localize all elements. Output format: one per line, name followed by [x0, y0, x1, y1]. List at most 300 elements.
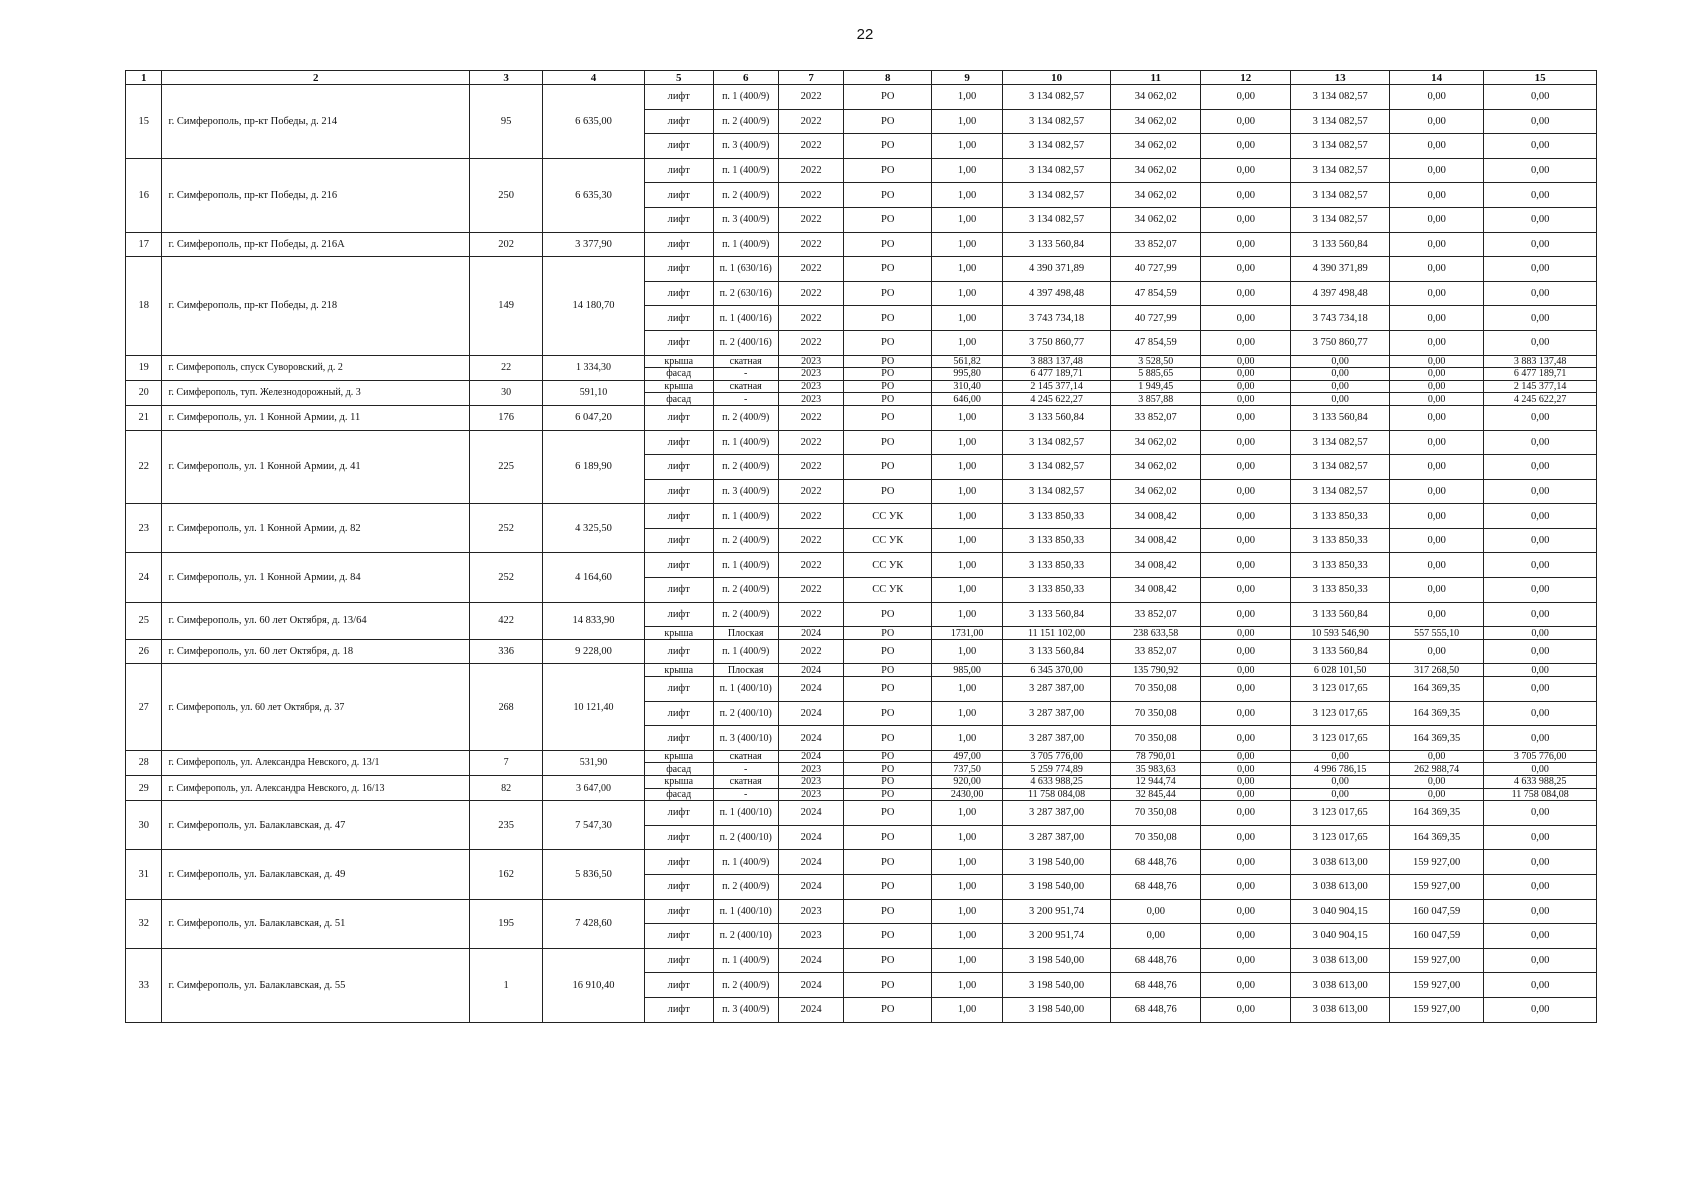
table-row	[126, 750, 1597, 763]
year: 2023	[778, 763, 843, 776]
work-detail: -	[713, 368, 778, 381]
year: 2023	[778, 355, 843, 368]
work-detail: скатная	[713, 750, 778, 763]
work-type: лифт	[644, 701, 713, 726]
col15-value: 0,00	[1484, 701, 1597, 726]
col12-value: 0,00	[1201, 393, 1291, 406]
funding-source: РО	[844, 430, 932, 455]
year: 2022	[778, 134, 843, 159]
work-type: лифт	[644, 874, 713, 899]
work-type: фасад	[644, 763, 713, 776]
col11-value: 33 852,07	[1111, 602, 1201, 627]
table-row	[126, 257, 1597, 282]
col13-value: 3 134 082,57	[1291, 183, 1390, 208]
funding-source: РО	[844, 627, 932, 640]
address-cell: г. Симферополь, ул. 60 лет Октября, д. 13/64	[162, 602, 470, 639]
quantity: 1,00	[932, 232, 1003, 257]
row-number: 28	[126, 750, 162, 775]
year: 2022	[778, 232, 843, 257]
col15-value: 0,00	[1484, 504, 1597, 529]
quantity: 1,00	[932, 183, 1003, 208]
area-cell: 5 836,50	[543, 850, 645, 899]
total-cost: 3 134 082,57	[1002, 207, 1110, 232]
work-detail: п. 2 (400/9)	[713, 874, 778, 899]
work-type: лифт	[644, 602, 713, 627]
work-type: лифт	[644, 850, 713, 875]
funding-source: РО	[844, 281, 932, 306]
col14-value: 0,00	[1389, 750, 1483, 763]
col11-value: 0,00	[1111, 924, 1201, 949]
total-cost: 3 287 387,00	[1002, 801, 1110, 826]
col15-value: 0,00	[1484, 899, 1597, 924]
total-cost: 11 151 102,00	[1002, 627, 1110, 640]
col12-value: 0,00	[1201, 973, 1291, 998]
col11-value: 32 845,44	[1111, 788, 1201, 801]
column-number: 9	[932, 71, 1003, 85]
col15-value: 0,00	[1484, 801, 1597, 826]
work-type: лифт	[644, 973, 713, 998]
funding-source: РО	[844, 306, 932, 331]
area-cell: 7 428,60	[543, 899, 645, 948]
work-detail: п. 1 (400/9)	[713, 639, 778, 664]
col11-value: 70 350,08	[1111, 726, 1201, 751]
work-detail: п. 1 (400/9)	[713, 232, 778, 257]
year: 2024	[778, 850, 843, 875]
column-number: 3	[470, 71, 543, 85]
quantity: 2430,00	[932, 788, 1003, 801]
funding-source: РО	[844, 825, 932, 850]
table-row	[126, 430, 1597, 455]
quantity: 1,00	[932, 430, 1003, 455]
col13-value: 3 133 560,84	[1291, 405, 1390, 430]
col13-value: 4 390 371,89	[1291, 257, 1390, 282]
address-cell: г. Симферополь, ул. Балаклавская, д. 55	[162, 948, 470, 1022]
col12-value: 0,00	[1201, 750, 1291, 763]
col14-value: 159 927,00	[1389, 973, 1483, 998]
work-detail: п. 2 (400/9)	[713, 602, 778, 627]
work-detail: п. 2 (400/9)	[713, 973, 778, 998]
col15-value: 0,00	[1484, 479, 1597, 504]
year: 2023	[778, 393, 843, 406]
col3-cell: 202	[470, 232, 543, 257]
funding-source: РО	[844, 788, 932, 801]
row-number: 23	[126, 504, 162, 553]
work-type: крыша	[644, 776, 713, 789]
column-number: 8	[844, 71, 932, 85]
column-number: 11	[1111, 71, 1201, 85]
col13-value: 0,00	[1291, 750, 1390, 763]
address-cell: г. Симферополь, пр-кт Победы, д. 214	[162, 85, 470, 159]
work-detail: п. 3 (400/9)	[713, 134, 778, 159]
funding-source: РО	[844, 801, 932, 826]
quantity: 561,82	[932, 355, 1003, 368]
year: 2022	[778, 578, 843, 603]
table-row	[126, 776, 1597, 789]
table-row	[126, 899, 1597, 924]
total-cost: 3 200 951,74	[1002, 924, 1110, 949]
quantity: 1,00	[932, 677, 1003, 702]
col14-value: 159 927,00	[1389, 997, 1483, 1022]
year: 2022	[778, 85, 843, 110]
work-type: крыша	[644, 664, 713, 677]
area-cell: 6 189,90	[543, 430, 645, 504]
col15-value: 11 758 084,08	[1484, 788, 1597, 801]
work-type: лифт	[644, 134, 713, 159]
work-type: лифт	[644, 825, 713, 850]
total-cost: 3 134 082,57	[1002, 85, 1110, 110]
column-number: 12	[1201, 71, 1291, 85]
col13-value: 3 743 734,18	[1291, 306, 1390, 331]
col13-value: 3 038 613,00	[1291, 973, 1390, 998]
col12-value: 0,00	[1201, 664, 1291, 677]
quantity: 920,00	[932, 776, 1003, 789]
total-cost: 3 134 082,57	[1002, 183, 1110, 208]
work-detail: п. 3 (400/10)	[713, 726, 778, 751]
work-type: лифт	[644, 504, 713, 529]
col14-value: 164 369,35	[1389, 677, 1483, 702]
col14-value: 159 927,00	[1389, 948, 1483, 973]
col11-value: 35 983,63	[1111, 763, 1201, 776]
total-cost: 3 133 850,33	[1002, 504, 1110, 529]
funding-source: РО	[844, 664, 932, 677]
col12-value: 0,00	[1201, 158, 1291, 183]
work-type: лифт	[644, 207, 713, 232]
year: 2023	[778, 380, 843, 393]
work-type: крыша	[644, 380, 713, 393]
work-detail: п. 2 (400/9)	[713, 578, 778, 603]
col12-value: 0,00	[1201, 232, 1291, 257]
quantity: 1,00	[932, 726, 1003, 751]
total-cost: 5 259 774,89	[1002, 763, 1110, 776]
work-detail: п. 1 (400/9)	[713, 850, 778, 875]
col14-value: 164 369,35	[1389, 801, 1483, 826]
row-number: 20	[126, 380, 162, 405]
col14-value: 0,00	[1389, 355, 1483, 368]
work-type: лифт	[644, 528, 713, 553]
quantity: 1,00	[932, 602, 1003, 627]
area-cell: 9 228,00	[543, 639, 645, 664]
row-number: 21	[126, 405, 162, 430]
year: 2023	[778, 776, 843, 789]
col15-value: 0,00	[1484, 639, 1597, 664]
quantity: 1,00	[932, 528, 1003, 553]
col13-value: 4 397 498,48	[1291, 281, 1390, 306]
quantity: 1,00	[932, 455, 1003, 480]
work-type: лифт	[644, 330, 713, 355]
col3-cell: 195	[470, 899, 543, 948]
address-cell: г. Симферополь, ул. Балаклавская, д. 47	[162, 801, 470, 850]
work-detail: п. 2 (400/9)	[713, 528, 778, 553]
year: 2022	[778, 405, 843, 430]
total-cost: 6 345 370,00	[1002, 664, 1110, 677]
total-cost: 3 287 387,00	[1002, 726, 1110, 751]
work-detail: п. 1 (400/9)	[713, 948, 778, 973]
col12-value: 0,00	[1201, 405, 1291, 430]
funding-source: РО	[844, 109, 932, 134]
col15-value: 0,00	[1484, 455, 1597, 480]
row-number: 32	[126, 899, 162, 948]
year: 2022	[778, 455, 843, 480]
col15-value: 3 705 776,00	[1484, 750, 1597, 763]
row-number: 24	[126, 553, 162, 602]
year: 2023	[778, 368, 843, 381]
funding-source: РО	[844, 207, 932, 232]
work-detail: п. 1 (400/10)	[713, 899, 778, 924]
work-detail: -	[713, 763, 778, 776]
col15-value: 0,00	[1484, 850, 1597, 875]
col12-value: 0,00	[1201, 997, 1291, 1022]
year: 2024	[778, 874, 843, 899]
year: 2022	[778, 183, 843, 208]
col12-value: 0,00	[1201, 763, 1291, 776]
work-type: лифт	[644, 948, 713, 973]
col15-value: 0,00	[1484, 405, 1597, 430]
year: 2024	[778, 627, 843, 640]
col13-value: 3 133 850,33	[1291, 528, 1390, 553]
year: 2022	[778, 528, 843, 553]
year: 2023	[778, 899, 843, 924]
total-cost: 3 134 082,57	[1002, 134, 1110, 159]
total-cost: 3 133 560,84	[1002, 602, 1110, 627]
col12-value: 0,00	[1201, 455, 1291, 480]
col3-cell: 162	[470, 850, 543, 899]
col12-value: 0,00	[1201, 183, 1291, 208]
col13-value: 0,00	[1291, 368, 1390, 381]
col14-value: 0,00	[1389, 158, 1483, 183]
year: 2022	[778, 504, 843, 529]
area-cell: 3 377,90	[543, 232, 645, 257]
funding-source: РО	[844, 997, 932, 1022]
total-cost: 3 883 137,48	[1002, 355, 1110, 368]
col13-value: 3 134 082,57	[1291, 85, 1390, 110]
year: 2022	[778, 207, 843, 232]
col11-value: 5 885,65	[1111, 368, 1201, 381]
quantity: 1,00	[932, 207, 1003, 232]
col12-value: 0,00	[1201, 801, 1291, 826]
year: 2022	[778, 306, 843, 331]
total-cost: 3 133 560,84	[1002, 232, 1110, 257]
row-number: 18	[126, 257, 162, 355]
col13-value: 3 133 850,33	[1291, 578, 1390, 603]
work-detail: п. 3 (400/9)	[713, 997, 778, 1022]
row-number: 31	[126, 850, 162, 899]
col15-value: 0,00	[1484, 677, 1597, 702]
col11-value: 12 944,74	[1111, 776, 1201, 789]
col13-value: 3 123 017,65	[1291, 701, 1390, 726]
address-cell: г. Симферополь, туп. Железнодорожный, д. 3	[162, 380, 470, 405]
year: 2022	[778, 281, 843, 306]
col13-value: 3 038 613,00	[1291, 850, 1390, 875]
funding-source: РО	[844, 393, 932, 406]
work-detail: скатная	[713, 355, 778, 368]
col14-value: 557 555,10	[1389, 627, 1483, 640]
work-detail: п. 1 (400/10)	[713, 677, 778, 702]
col13-value: 3 134 082,57	[1291, 430, 1390, 455]
funding-source: СС УК	[844, 528, 932, 553]
col11-value: 70 350,08	[1111, 825, 1201, 850]
col13-value: 0,00	[1291, 393, 1390, 406]
total-cost: 3 134 082,57	[1002, 430, 1110, 455]
address-cell: г. Симферополь, ул. Александра Невского, д. 16/13	[162, 776, 470, 801]
col14-value: 164 369,35	[1389, 701, 1483, 726]
work-detail: скатная	[713, 776, 778, 789]
address-cell: г. Симферополь, ул. Балаклавская, д. 49	[162, 850, 470, 899]
col14-value: 160 047,59	[1389, 924, 1483, 949]
col12-value: 0,00	[1201, 874, 1291, 899]
year: 2024	[778, 750, 843, 763]
column-number: 6	[713, 71, 778, 85]
col3-cell: 82	[470, 776, 543, 801]
col13-value: 3 134 082,57	[1291, 207, 1390, 232]
quantity: 1,00	[932, 578, 1003, 603]
col11-value: 34 062,02	[1111, 455, 1201, 480]
year: 2022	[778, 109, 843, 134]
col15-value: 0,00	[1484, 627, 1597, 640]
row-number: 30	[126, 801, 162, 850]
work-detail: п. 1 (400/9)	[713, 553, 778, 578]
col15-value: 0,00	[1484, 948, 1597, 973]
quantity: 737,50	[932, 763, 1003, 776]
funding-source: РО	[844, 639, 932, 664]
col15-value: 0,00	[1484, 553, 1597, 578]
address-cell: г. Симферополь, пр-кт Победы, д. 216	[162, 158, 470, 232]
funding-source: РО	[844, 183, 932, 208]
col13-value: 3 040 904,15	[1291, 924, 1390, 949]
funding-source: СС УК	[844, 553, 932, 578]
col3-cell: 252	[470, 553, 543, 602]
year: 2022	[778, 257, 843, 282]
col13-value: 4 996 786,15	[1291, 763, 1390, 776]
col12-value: 0,00	[1201, 924, 1291, 949]
col11-value: 34 062,02	[1111, 109, 1201, 134]
work-type: лифт	[644, 997, 713, 1022]
total-cost: 4 633 988,25	[1002, 776, 1110, 789]
year: 2024	[778, 973, 843, 998]
table-row	[126, 948, 1597, 973]
quantity: 1,00	[932, 504, 1003, 529]
area-cell: 16 910,40	[543, 948, 645, 1022]
quantity: 1,00	[932, 405, 1003, 430]
work-type: крыша	[644, 627, 713, 640]
col14-value: 0,00	[1389, 281, 1483, 306]
col14-value: 0,00	[1389, 504, 1483, 529]
col11-value: 68 448,76	[1111, 973, 1201, 998]
row-number: 33	[126, 948, 162, 1022]
work-detail: п. 3 (400/9)	[713, 207, 778, 232]
work-type: лифт	[644, 405, 713, 430]
col3-cell: 250	[470, 158, 543, 232]
funding-source: РО	[844, 257, 932, 282]
quantity: 1,00	[932, 874, 1003, 899]
col12-value: 0,00	[1201, 677, 1291, 702]
col15-value: 0,00	[1484, 109, 1597, 134]
row-number: 19	[126, 355, 162, 380]
total-cost: 4 390 371,89	[1002, 257, 1110, 282]
col12-value: 0,00	[1201, 330, 1291, 355]
quantity: 1,00	[932, 948, 1003, 973]
column-number: 2	[162, 71, 470, 85]
col11-value: 3 528,50	[1111, 355, 1201, 368]
col12-value: 0,00	[1201, 578, 1291, 603]
col12-value: 0,00	[1201, 380, 1291, 393]
col11-value: 33 852,07	[1111, 232, 1201, 257]
quantity: 1,00	[932, 973, 1003, 998]
work-detail: п. 2 (400/9)	[713, 455, 778, 480]
col13-value: 0,00	[1291, 788, 1390, 801]
col14-value: 0,00	[1389, 479, 1483, 504]
work-type: лифт	[644, 553, 713, 578]
column-number: 15	[1484, 71, 1597, 85]
col11-value: 68 448,76	[1111, 874, 1201, 899]
col14-value: 164 369,35	[1389, 726, 1483, 751]
work-type: лифт	[644, 677, 713, 702]
quantity: 1,00	[932, 924, 1003, 949]
col12-value: 0,00	[1201, 479, 1291, 504]
funding-source: РО	[844, 874, 932, 899]
col14-value: 0,00	[1389, 109, 1483, 134]
funding-source: РО	[844, 602, 932, 627]
col11-value: 68 448,76	[1111, 997, 1201, 1022]
col12-value: 0,00	[1201, 602, 1291, 627]
col12-value: 0,00	[1201, 776, 1291, 789]
funding-source: РО	[844, 232, 932, 257]
area-cell: 14 180,70	[543, 257, 645, 355]
funding-source: РО	[844, 726, 932, 751]
col13-value: 3 133 560,84	[1291, 639, 1390, 664]
year: 2024	[778, 997, 843, 1022]
col14-value: 0,00	[1389, 183, 1483, 208]
area-cell: 531,90	[543, 750, 645, 775]
total-cost: 11 758 084,08	[1002, 788, 1110, 801]
col11-value: 40 727,99	[1111, 306, 1201, 331]
work-detail: п. 2 (400/16)	[713, 330, 778, 355]
funding-source: РО	[844, 330, 932, 355]
col13-value: 3 038 613,00	[1291, 874, 1390, 899]
quantity: 1,00	[932, 330, 1003, 355]
address-cell: г. Симферополь, ул. 1 Конной Армии, д. 84	[162, 553, 470, 602]
col11-value: 47 854,59	[1111, 330, 1201, 355]
col14-value: 0,00	[1389, 776, 1483, 789]
col14-value: 0,00	[1389, 578, 1483, 603]
quantity: 1,00	[932, 158, 1003, 183]
row-number: 27	[126, 664, 162, 750]
col15-value: 0,00	[1484, 232, 1597, 257]
funding-source: РО	[844, 455, 932, 480]
area-cell: 6 047,20	[543, 405, 645, 430]
col13-value: 10 593 546,90	[1291, 627, 1390, 640]
total-cost: 3 705 776,00	[1002, 750, 1110, 763]
col11-value: 34 008,42	[1111, 553, 1201, 578]
column-number: 5	[644, 71, 713, 85]
col14-value: 0,00	[1389, 232, 1483, 257]
quantity: 1,00	[932, 701, 1003, 726]
col13-value: 3 134 082,57	[1291, 455, 1390, 480]
work-detail: Плоская	[713, 627, 778, 640]
work-detail: п. 1 (400/10)	[713, 801, 778, 826]
quantity: 1,00	[932, 997, 1003, 1022]
quantity: 1731,00	[932, 627, 1003, 640]
col15-value: 0,00	[1484, 330, 1597, 355]
total-cost: 3 198 540,00	[1002, 973, 1110, 998]
work-detail: п. 2 (400/9)	[713, 109, 778, 134]
work-detail: п. 1 (630/16)	[713, 257, 778, 282]
col11-value: 1 949,45	[1111, 380, 1201, 393]
work-type: лифт	[644, 430, 713, 455]
work-detail: п. 2 (400/10)	[713, 825, 778, 850]
total-cost: 3 198 540,00	[1002, 997, 1110, 1022]
col13-value: 6 028 101,50	[1291, 664, 1390, 677]
col11-value: 68 448,76	[1111, 850, 1201, 875]
